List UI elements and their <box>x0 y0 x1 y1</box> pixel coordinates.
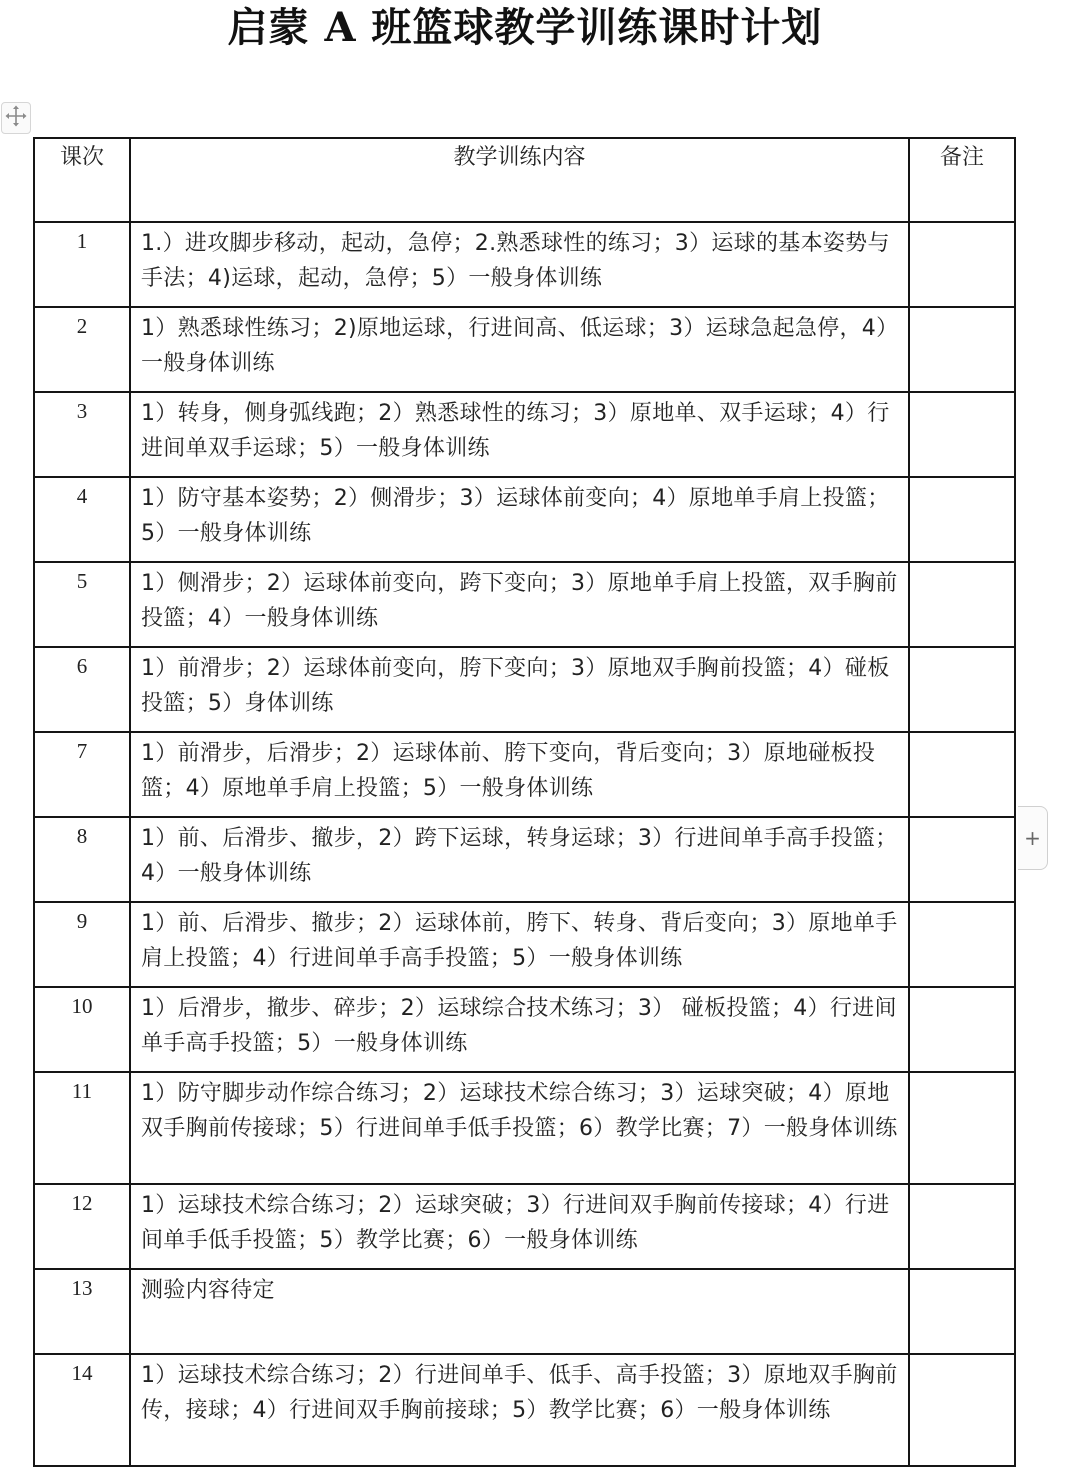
lesson-number: 14 <box>34 1354 130 1466</box>
table-row <box>34 562 1015 647</box>
table-row <box>34 307 1015 392</box>
table-row <box>34 222 1015 307</box>
lesson-content[interactable]: 1）熟悉球性练习；2)原地运球，行进间高、低运球；3）运球急起急停，4）一般身体训练 <box>130 307 909 392</box>
table-row <box>34 1354 1015 1466</box>
table-move-handle[interactable] <box>1 102 31 134</box>
lesson-content[interactable]: 1）运球技术综合练习；2）运球突破；3）行进间双手胸前传接球；4）行进间单手低手投篮；5）教学比赛；6）一般身体训练 <box>130 1184 909 1269</box>
lesson-notes[interactable] <box>909 222 1015 307</box>
lesson-number: 5 <box>34 562 130 647</box>
lesson-number: 10 <box>34 987 130 1072</box>
lesson-number: 9 <box>34 902 130 987</box>
lesson-number: 3 <box>34 392 130 477</box>
lesson-content[interactable]: 测验内容待定 <box>130 1269 909 1354</box>
table-row <box>34 647 1015 732</box>
lesson-number: 13 <box>34 1269 130 1354</box>
header-lesson: 课次 <box>34 138 130 222</box>
lesson-notes[interactable] <box>909 902 1015 987</box>
lesson-notes[interactable] <box>909 392 1015 477</box>
lesson-notes[interactable] <box>909 1269 1015 1354</box>
lesson-notes[interactable] <box>909 1184 1015 1269</box>
table-row <box>34 732 1015 817</box>
lesson-number: 11 <box>34 1072 130 1184</box>
lesson-content[interactable]: 1）转身，侧身弧线跑；2）熟悉球性的练习；3）原地单、双手运球；4）行进间单双手运球；5）一般身体训练 <box>130 392 909 477</box>
table-row <box>34 392 1015 477</box>
table-row <box>34 1184 1015 1269</box>
lesson-number: 7 <box>34 732 130 817</box>
lesson-number: 6 <box>34 647 130 732</box>
header-notes: 备注 <box>909 138 1015 222</box>
lesson-content[interactable]: 1）前滑步；2）运球体前变向，胯下变向；3）原地双手胸前投篮；4）碰板投篮；5）身体训练 <box>130 647 909 732</box>
lesson-number: 12 <box>34 1184 130 1269</box>
lesson-content[interactable]: 1）防守基本姿势；2）侧滑步；3）运球体前变向；4）原地单手肩上投篮；5）一般身体训练 <box>130 477 909 562</box>
lesson-notes[interactable] <box>909 562 1015 647</box>
document-title: 启蒙 A 班篮球教学训练课时计划 <box>227 4 823 51</box>
lesson-content[interactable]: 1）后滑步，撤步、碎步；2）运球综合技术练习；3） 碰板投篮；4）行进间单手高手投篮；5）一般身体训练 <box>130 987 909 1072</box>
lesson-content[interactable]: 1）前、后滑步、撤步，2）跨下运球，转身运球；3）行进间单手高手投篮；4）一般身体训练 <box>130 817 909 902</box>
table-row <box>34 1269 1015 1354</box>
lesson-notes[interactable] <box>909 987 1015 1072</box>
header-content: 教学训练内容 <box>130 138 909 222</box>
lesson-notes[interactable] <box>909 477 1015 562</box>
move-arrows-icon <box>4 104 28 132</box>
lesson-notes[interactable] <box>909 307 1015 392</box>
lesson-content[interactable]: 1）侧滑步；2）运球体前变向，跨下变向；3）原地单手肩上投篮，双手胸前投篮；4）一般身体训练 <box>130 562 909 647</box>
table-row <box>34 477 1015 562</box>
plus-icon: + <box>1024 826 1041 850</box>
lesson-notes[interactable] <box>909 1354 1015 1466</box>
lesson-number: 8 <box>34 817 130 902</box>
lesson-content[interactable]: 1）前、后滑步、撤步；2）运球体前，胯下、转身、背后变向；3）原地单手肩上投篮；4）行进间单手高手投篮；5）一般身体训练 <box>130 902 909 987</box>
lesson-content[interactable]: 1）运球技术综合练习；2）行进间单手、低手、高手投篮；3）原地双手胸前传，接球；4）行进间双手胸前接球；5）教学比赛；6）一般身体训练 <box>130 1354 909 1466</box>
table-row <box>34 817 1015 902</box>
lesson-number: 1 <box>34 222 130 307</box>
lesson-number: 4 <box>34 477 130 562</box>
add-column-button[interactable] <box>1018 806 1048 870</box>
lesson-number: 2 <box>34 307 130 392</box>
lesson-content[interactable]: 1.）进攻脚步移动，起动，急停；2.熟悉球性的练习；3）运球的基本姿势与手法；4)运球，起动，急停；5）一般身体训练 <box>130 222 909 307</box>
table-header-row <box>34 138 1015 222</box>
table-row <box>34 1072 1015 1184</box>
lesson-content[interactable]: 1）防守脚步动作综合练习；2）运球技术综合练习；3）运球突破；4）原地双手胸前传接球；5）行进间单手低手投篮；6）教学比赛；7）一般身体训练 <box>130 1072 909 1184</box>
table-row <box>34 902 1015 987</box>
lesson-notes[interactable] <box>909 732 1015 817</box>
table-row <box>34 987 1015 1072</box>
lesson-content[interactable]: 1）前滑步，后滑步；2）运球体前、胯下变向，背后变向；3）原地碰板投篮；4）原地单手肩上投篮；5）一般身体训练 <box>130 732 909 817</box>
lesson-notes[interactable] <box>909 1072 1015 1184</box>
lesson-notes[interactable] <box>909 817 1015 902</box>
training-plan-table <box>33 137 1016 1467</box>
lesson-notes[interactable] <box>909 647 1015 732</box>
